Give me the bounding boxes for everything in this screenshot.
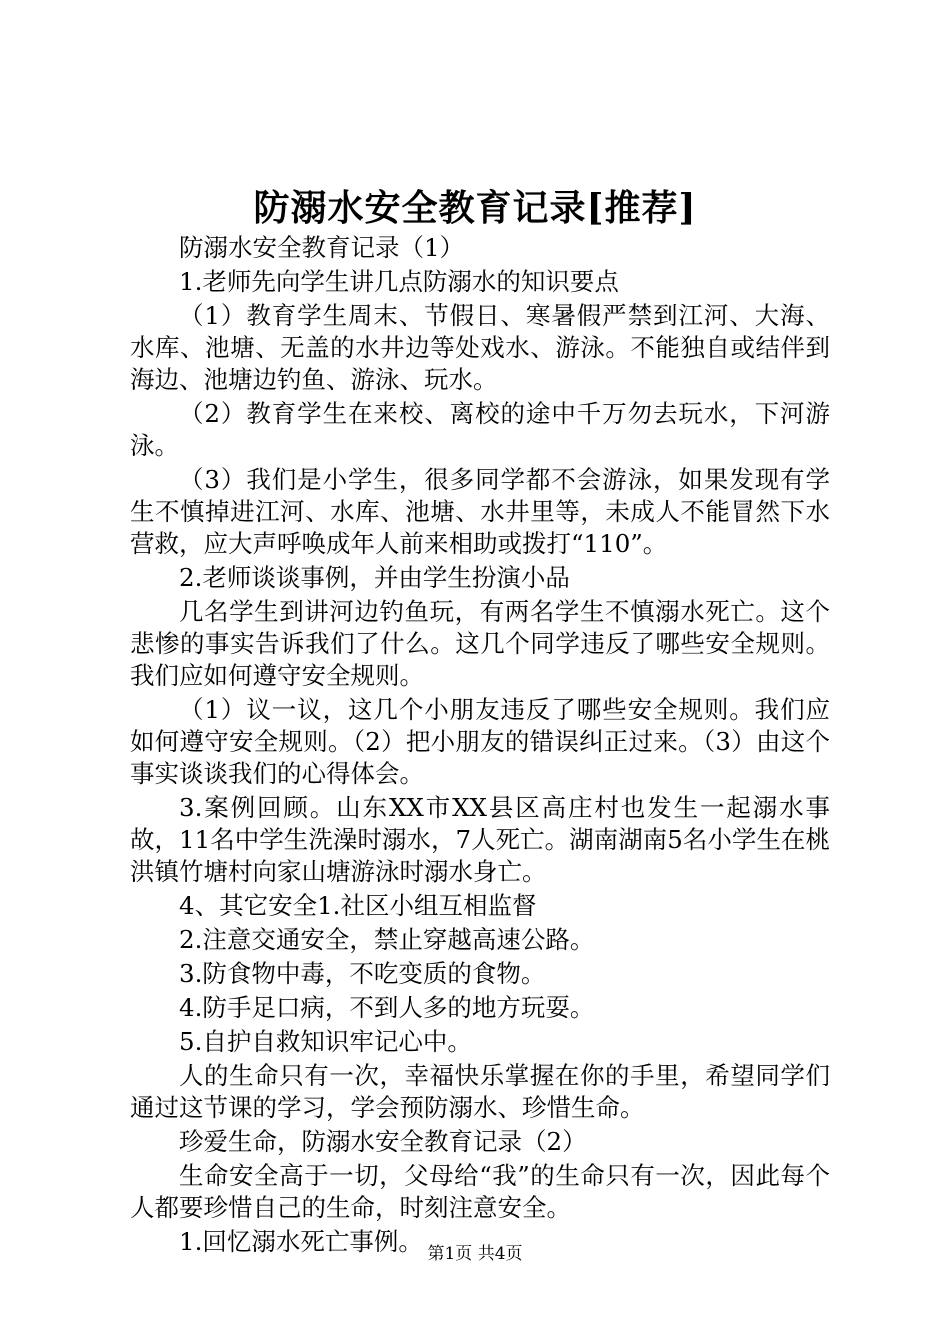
paragraph: 1.回忆溺水死亡事例。 <box>179 1227 423 1256</box>
paragraph: 人的生命只有一次，幸福快乐掌握在你的手里，希望同学们通过这节课的学习，学会预防溺水、珍惜生命。 <box>130 1061 830 1122</box>
document-title: 防溺水安全教育记录[推荐] <box>253 187 697 229</box>
paragraph: （2）教育学生在来校、离校的途中千万勿去玩水，下河游泳。 <box>130 399 830 460</box>
paragraph: 生命安全高于一切，父母给“我”的生命只有一次，因此每个人都要珍惜自己的生命，时刻注意安全。 <box>130 1161 830 1222</box>
paragraph: 5.自护自救知识牢记心中。 <box>179 1027 472 1056</box>
paragraph: （3）我们是小学生，很多同学都不会游泳，如果发现有学生不慎掉进江河、水库、池塘、水井里等，未成人不能冒然下水营救，应大声呼唤成年人前来相助或拨打“110”。 <box>130 465 830 558</box>
paragraph: 几名学生到讲河边钓鱼玩，有两名学生不慎溺水死亡。这个悲惨的事实告诉我们了什么。这几个同学违反了哪些安全规则。我们应如何遵守安全规则。 <box>130 597 830 690</box>
paragraph: 4.防手足口病，不到人多的地方玩耍。 <box>179 993 595 1022</box>
document-body <box>130 232 830 1260</box>
paragraph: （1）教育学生周末、节假日、寒暑假严禁到江河、大海、水库、池塘、无盖的水井边等处戏水、游泳。不能独自或结伴到海边、池塘边钓鱼、游泳、玩水。 <box>130 301 830 394</box>
paragraph: 2.老师谈谈事例，并由学生扮演小品 <box>179 563 570 592</box>
page-footer: 第1页 共4页 <box>427 1244 523 1264</box>
paragraph: 1.老师先向学生讲几点防溺水的知识要点 <box>179 267 619 296</box>
paragraph: 3.防食物中毒，不吃变质的食物。 <box>179 959 546 988</box>
paragraph: 3.案例回顾。山东XX市XX县区高庄村也发生一起溺水事故，11名中学生洗澡时溺水，7人死亡。湖南湖南5名小学生在桃洪镇竹塘村向家山塘游泳时溺水身亡。 <box>130 793 830 886</box>
paragraph: 4、其它安全1.社区小组互相监督 <box>179 891 537 920</box>
paragraph: 珍爱生命，防溺水安全教育记录（2） <box>179 1127 587 1156</box>
paragraph: 2.注意交通安全，禁止穿越高速公路。 <box>179 925 595 954</box>
paragraph: （1）议一议，这几个小朋友违反了哪些安全规则。我们应如何遵守安全规则。（2）把小朋友的错误纠正过来。（3）由这个事实谈谈我们的心得体会。 <box>130 695 830 788</box>
paragraph: 防溺水安全教育记录（1） <box>179 233 465 262</box>
